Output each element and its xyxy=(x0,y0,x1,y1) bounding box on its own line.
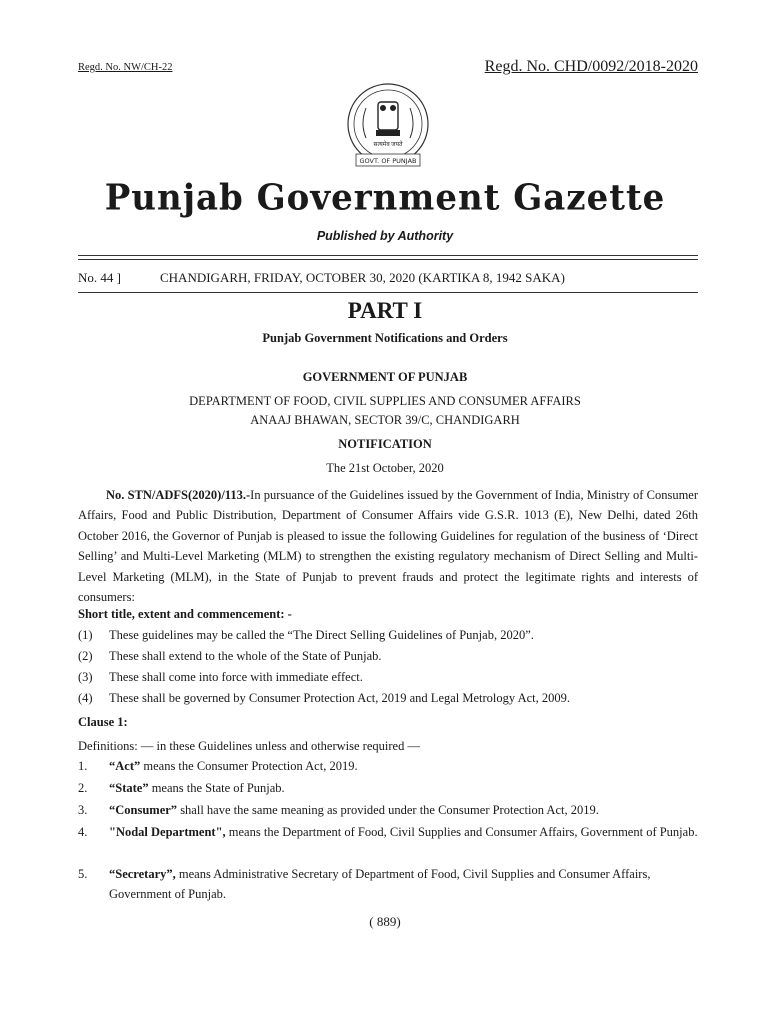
regd-number-left: Regd. No. NW/CH-22 xyxy=(78,62,173,73)
clause-heading: Clause 1: xyxy=(78,715,128,729)
list-item: (4) These shall be governed by Consumer Protection Act, 2019 and Legal Metrology Act, 2009. xyxy=(78,691,571,705)
definition-item: 1. “Act” means the Consumer Protection Act, 2019. xyxy=(78,759,358,773)
emblem-caption: GOVT. OF PUNJAB xyxy=(359,157,417,165)
regd-number-right: Regd. No. CHD/0092/2018-2020 xyxy=(484,58,698,75)
definition-item: 2. “State” means the State of Punjab. xyxy=(78,781,285,795)
definition-item: 4. "Nodal Department", means the Department of Food, Civil Supplies and Consumer Affairs, Government of Punjab. xyxy=(78,825,698,839)
published-by-authority: Published by Authority xyxy=(316,229,454,243)
emblem-motto: सत्यमेव जयते xyxy=(373,142,403,148)
divider xyxy=(78,255,698,256)
department-heading: DEPARTMENT OF FOOD, CIVIL SUPPLIES AND CONSUMER AFFAIRS xyxy=(189,394,581,408)
definition-item: 3. “Consumer” shall have the same meaning as provided under the Consumer Protection Act, 2019. xyxy=(78,803,599,817)
part-subtitle: Punjab Government Notifications and Orders xyxy=(262,331,508,345)
part-title: PART I xyxy=(347,298,423,323)
notification-date: The 21st October, 2020 xyxy=(326,461,444,475)
list-item: (2) These shall extend to the whole of the State of Punjab. xyxy=(78,649,382,663)
reference-number: No. STN/ADFS(2020)/113.- xyxy=(106,488,251,502)
divider xyxy=(78,259,698,260)
issue-number: No. 44 ] xyxy=(78,270,121,285)
government-heading: GOVERNMENT OF PUNJAB xyxy=(302,370,468,384)
definitions-intro: Definitions: — in these Guidelines unless and otherwise required — xyxy=(78,739,420,753)
definition-item: 5. “Secretary”, means Administrative Secretary of Department of Food, Civil Supplies and Consumer Affairs, Government of Punjab. xyxy=(78,867,651,902)
notification-text: In pursuance of the Guidelines issued by the Government of India, Ministry of Consumer Affairs, Food and Public Distribution, Department of Consumer Affairs vide G.S.R. 1013 (E), New Delhi, dated 26th October 2016, the Governor of Punjab is pleased to issue the following Guidelines for regulation of the business of ‘Direct Selling’ and Multi-Level Marketing (MLM) to strengthen the existing regulatory mechanism of Direct Selling and Multi-Level Marketing (MLM), in the State of Punjab to prevent frauds and protect the legitimate rights and interests of consumers: xyxy=(78,488,698,605)
page-number: ( 889) xyxy=(369,914,401,929)
list-item: (1) These guidelines may be called the “The Direct Selling Guidelines of Punjab, 2020”. xyxy=(78,628,534,642)
notification-heading: NOTIFICATION xyxy=(338,437,432,451)
divider xyxy=(78,292,698,293)
issue-date: CHANDIGARH, FRIDAY, OCTOBER 30, 2020 (KARTIKA 8, 1942 SAKA) xyxy=(160,270,565,285)
short-title-heading: Short title, extent and commencement: - xyxy=(78,607,292,621)
list-item: (3) These shall come into force with immediate effect. xyxy=(78,670,363,684)
notification-body xyxy=(78,485,698,607)
gazette-masthead: Punjab Government Gazette xyxy=(104,177,666,219)
state-emblem xyxy=(340,78,436,174)
department-address: ANAAJ BHAWAN, SECTOR 39/C, CHANDIGARH xyxy=(250,413,520,427)
